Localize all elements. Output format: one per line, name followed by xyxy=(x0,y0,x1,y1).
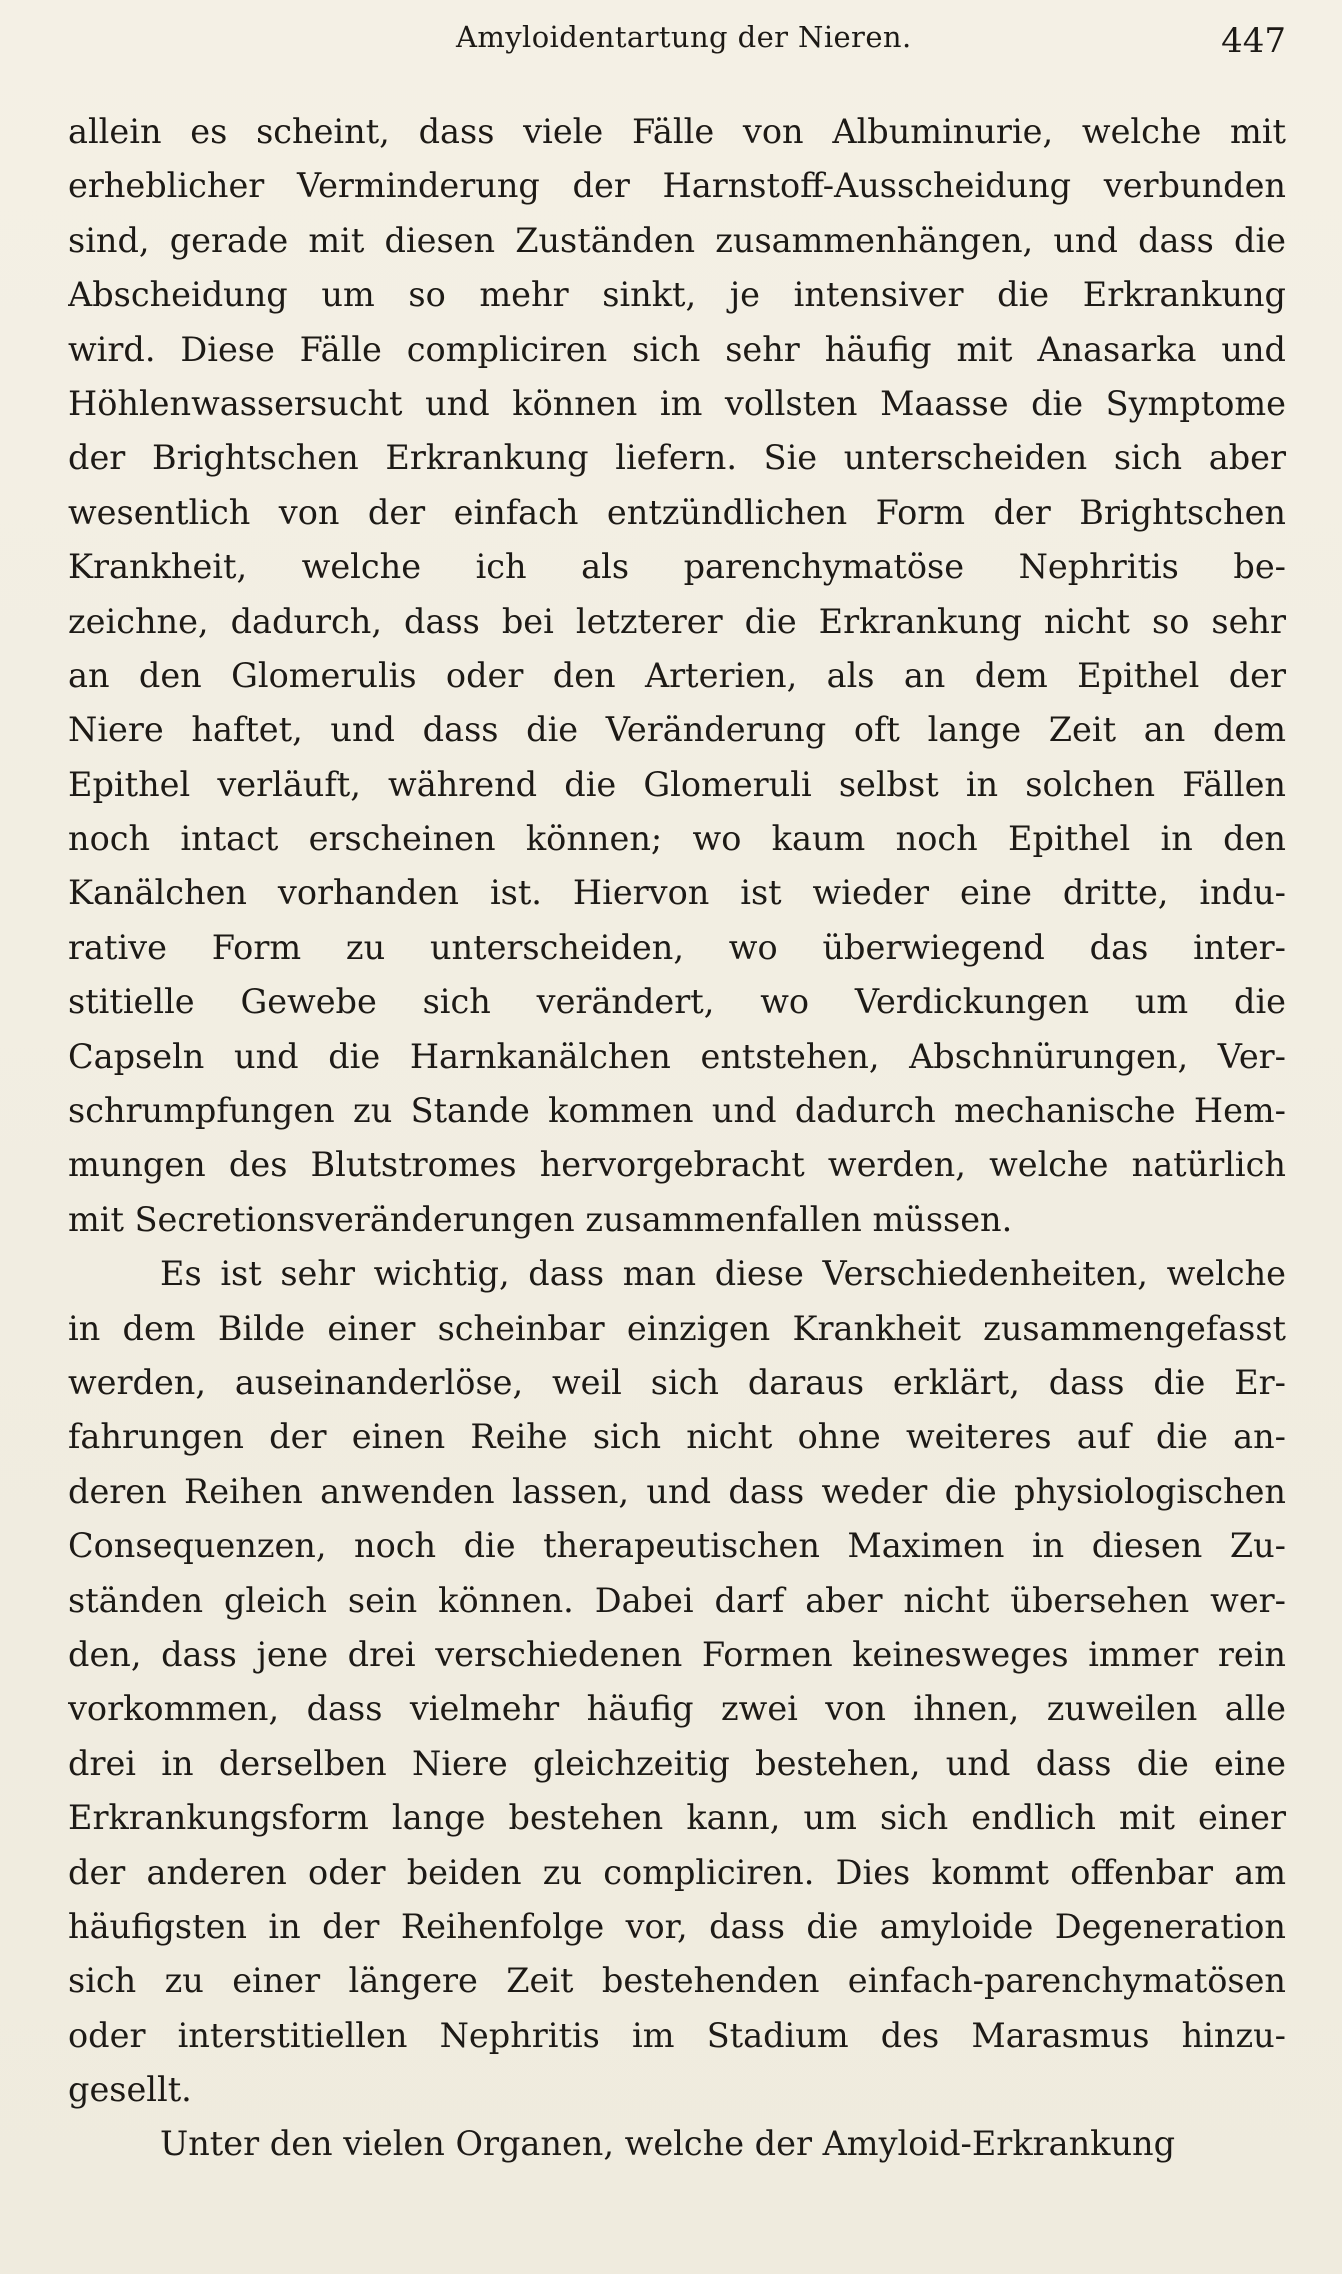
text-line: oder interstitiellen Nephritis im Stadium des Marasmus hinzu- xyxy=(68,2015,1286,2055)
text-line: erheblicher Verminderung der Harnstoff-Ausscheidung verbunden xyxy=(68,166,1286,206)
text-line: wesentlich von der einfach entzündlichen Form der Brightschen xyxy=(68,492,1286,532)
text-line: schrumpfungen zu Stande kommen und dadurch mechanische Hem- xyxy=(68,1091,1286,1131)
text-line: deren Reihen anwenden lassen, und dass weder die physiologischen xyxy=(68,1471,1286,1511)
text-line: sind, gerade mit diesen Zuständen zusammenhängen, und dass die xyxy=(68,220,1286,260)
text-line: wird. Diese Fälle compliciren sich sehr häufig mit Anasarka und xyxy=(68,329,1286,369)
body-text xyxy=(68,105,1286,2172)
text-line: Capseln und die Harnkanälchen entstehen, Abschnürungen, Ver- xyxy=(68,1036,1286,1076)
text-line: den, dass jene drei verschiedenen Formen keinesweges immer rein xyxy=(68,1634,1286,1674)
paragraph xyxy=(68,2117,1286,2171)
text-line: stitielle Gewebe sich verändert, wo Verdickungen um die xyxy=(68,982,1286,1022)
text-line: in dem Bilde einer scheinbar einzigen Krankheit zusammengefasst xyxy=(68,1308,1286,1348)
text-line: Consequenzen, noch die therapeutischen Maximen in diesen Zu- xyxy=(68,1526,1286,1566)
text-line: Erkrankungsform lange bestehen kann, um sich endlich mit einer xyxy=(68,1798,1286,1838)
text-line: mungen des Blutstromes hervorgebracht werden, welche natürlich xyxy=(68,1145,1286,1185)
text-line: Es ist sehr wichtig, dass man diese Verschiedenheiten, welche xyxy=(160,1254,1286,1294)
text-line: ständen gleich sein können. Dabei darf aber nicht übersehen wer- xyxy=(68,1580,1286,1620)
text-line: sich zu einer längere Zeit bestehenden einfach-parenchymatösen xyxy=(68,1961,1286,2001)
page-header xyxy=(68,12,1286,62)
text-line: häufigsten in der Reihenfolge vor, dass die amyloide Degeneration xyxy=(68,1906,1286,1946)
text-line: Krankheit, welche ich als parenchymatöse Nephritis be- xyxy=(68,547,1286,587)
text-line: Kanälchen vorhanden ist. Hiervon ist wieder eine dritte, indu- xyxy=(68,873,1286,913)
text-line: allein es scheint, dass viele Fälle von Albuminurie, welche mit xyxy=(68,112,1286,151)
text-line: vorkommen, dass vielmehr häufig zwei von ihnen, zuweilen alle xyxy=(68,1689,1286,1729)
text-line: mit Secretionsveränderungen zusammenfallen müssen. xyxy=(68,1199,1013,1239)
text-line: gesellt. xyxy=(68,2070,192,2110)
text-line: Höhlenwassersucht und können im vollsten Maasse die Symptome xyxy=(68,383,1286,423)
text-line: an den Glomerulis oder den Arterien, als an dem Epithel der xyxy=(68,655,1286,695)
text-line: Unter den vielen Organen, welche der Amyloid-Erkrankung xyxy=(160,2124,1176,2164)
text-line: der Brightschen Erkrankung liefern. Sie unterscheiden sich aber xyxy=(68,438,1286,478)
text-line: Niere haftet, und dass die Veränderung oft lange Zeit an dem xyxy=(68,710,1286,750)
text-line: Abscheidung um so mehr sinkt, je intensiver die Erkrankung xyxy=(68,275,1286,315)
text-line: fahrungen der einen Reihe sich nicht ohne weiteres auf die an- xyxy=(68,1417,1286,1457)
paragraph xyxy=(68,1247,1286,2117)
text-line: zeichne, dadurch, dass bei letzterer die Erkrankung nicht so sehr xyxy=(68,601,1286,641)
text-line: der anderen oder beiden zu compliciren. Dies kommt offenbar am xyxy=(68,1852,1286,1892)
paragraph xyxy=(68,105,1286,1247)
page-number: 447 xyxy=(1221,21,1286,61)
text-line: rative Form zu unterscheiden, wo überwiegend das inter- xyxy=(68,927,1286,967)
text-line: Epithel verläuft, während die Glomeruli selbst in solchen Fällen xyxy=(68,764,1286,804)
text-line: noch intact erscheinen können; wo kaum noch Epithel in den xyxy=(68,819,1286,859)
running-title: Amyloidentartung der Nieren. xyxy=(456,20,912,54)
text-line: drei in derselben Niere gleichzeitig bestehen, und dass die eine xyxy=(68,1743,1286,1783)
text-line: werden, auseinanderlöse, weil sich daraus erklärt, dass die Er- xyxy=(68,1362,1286,1402)
